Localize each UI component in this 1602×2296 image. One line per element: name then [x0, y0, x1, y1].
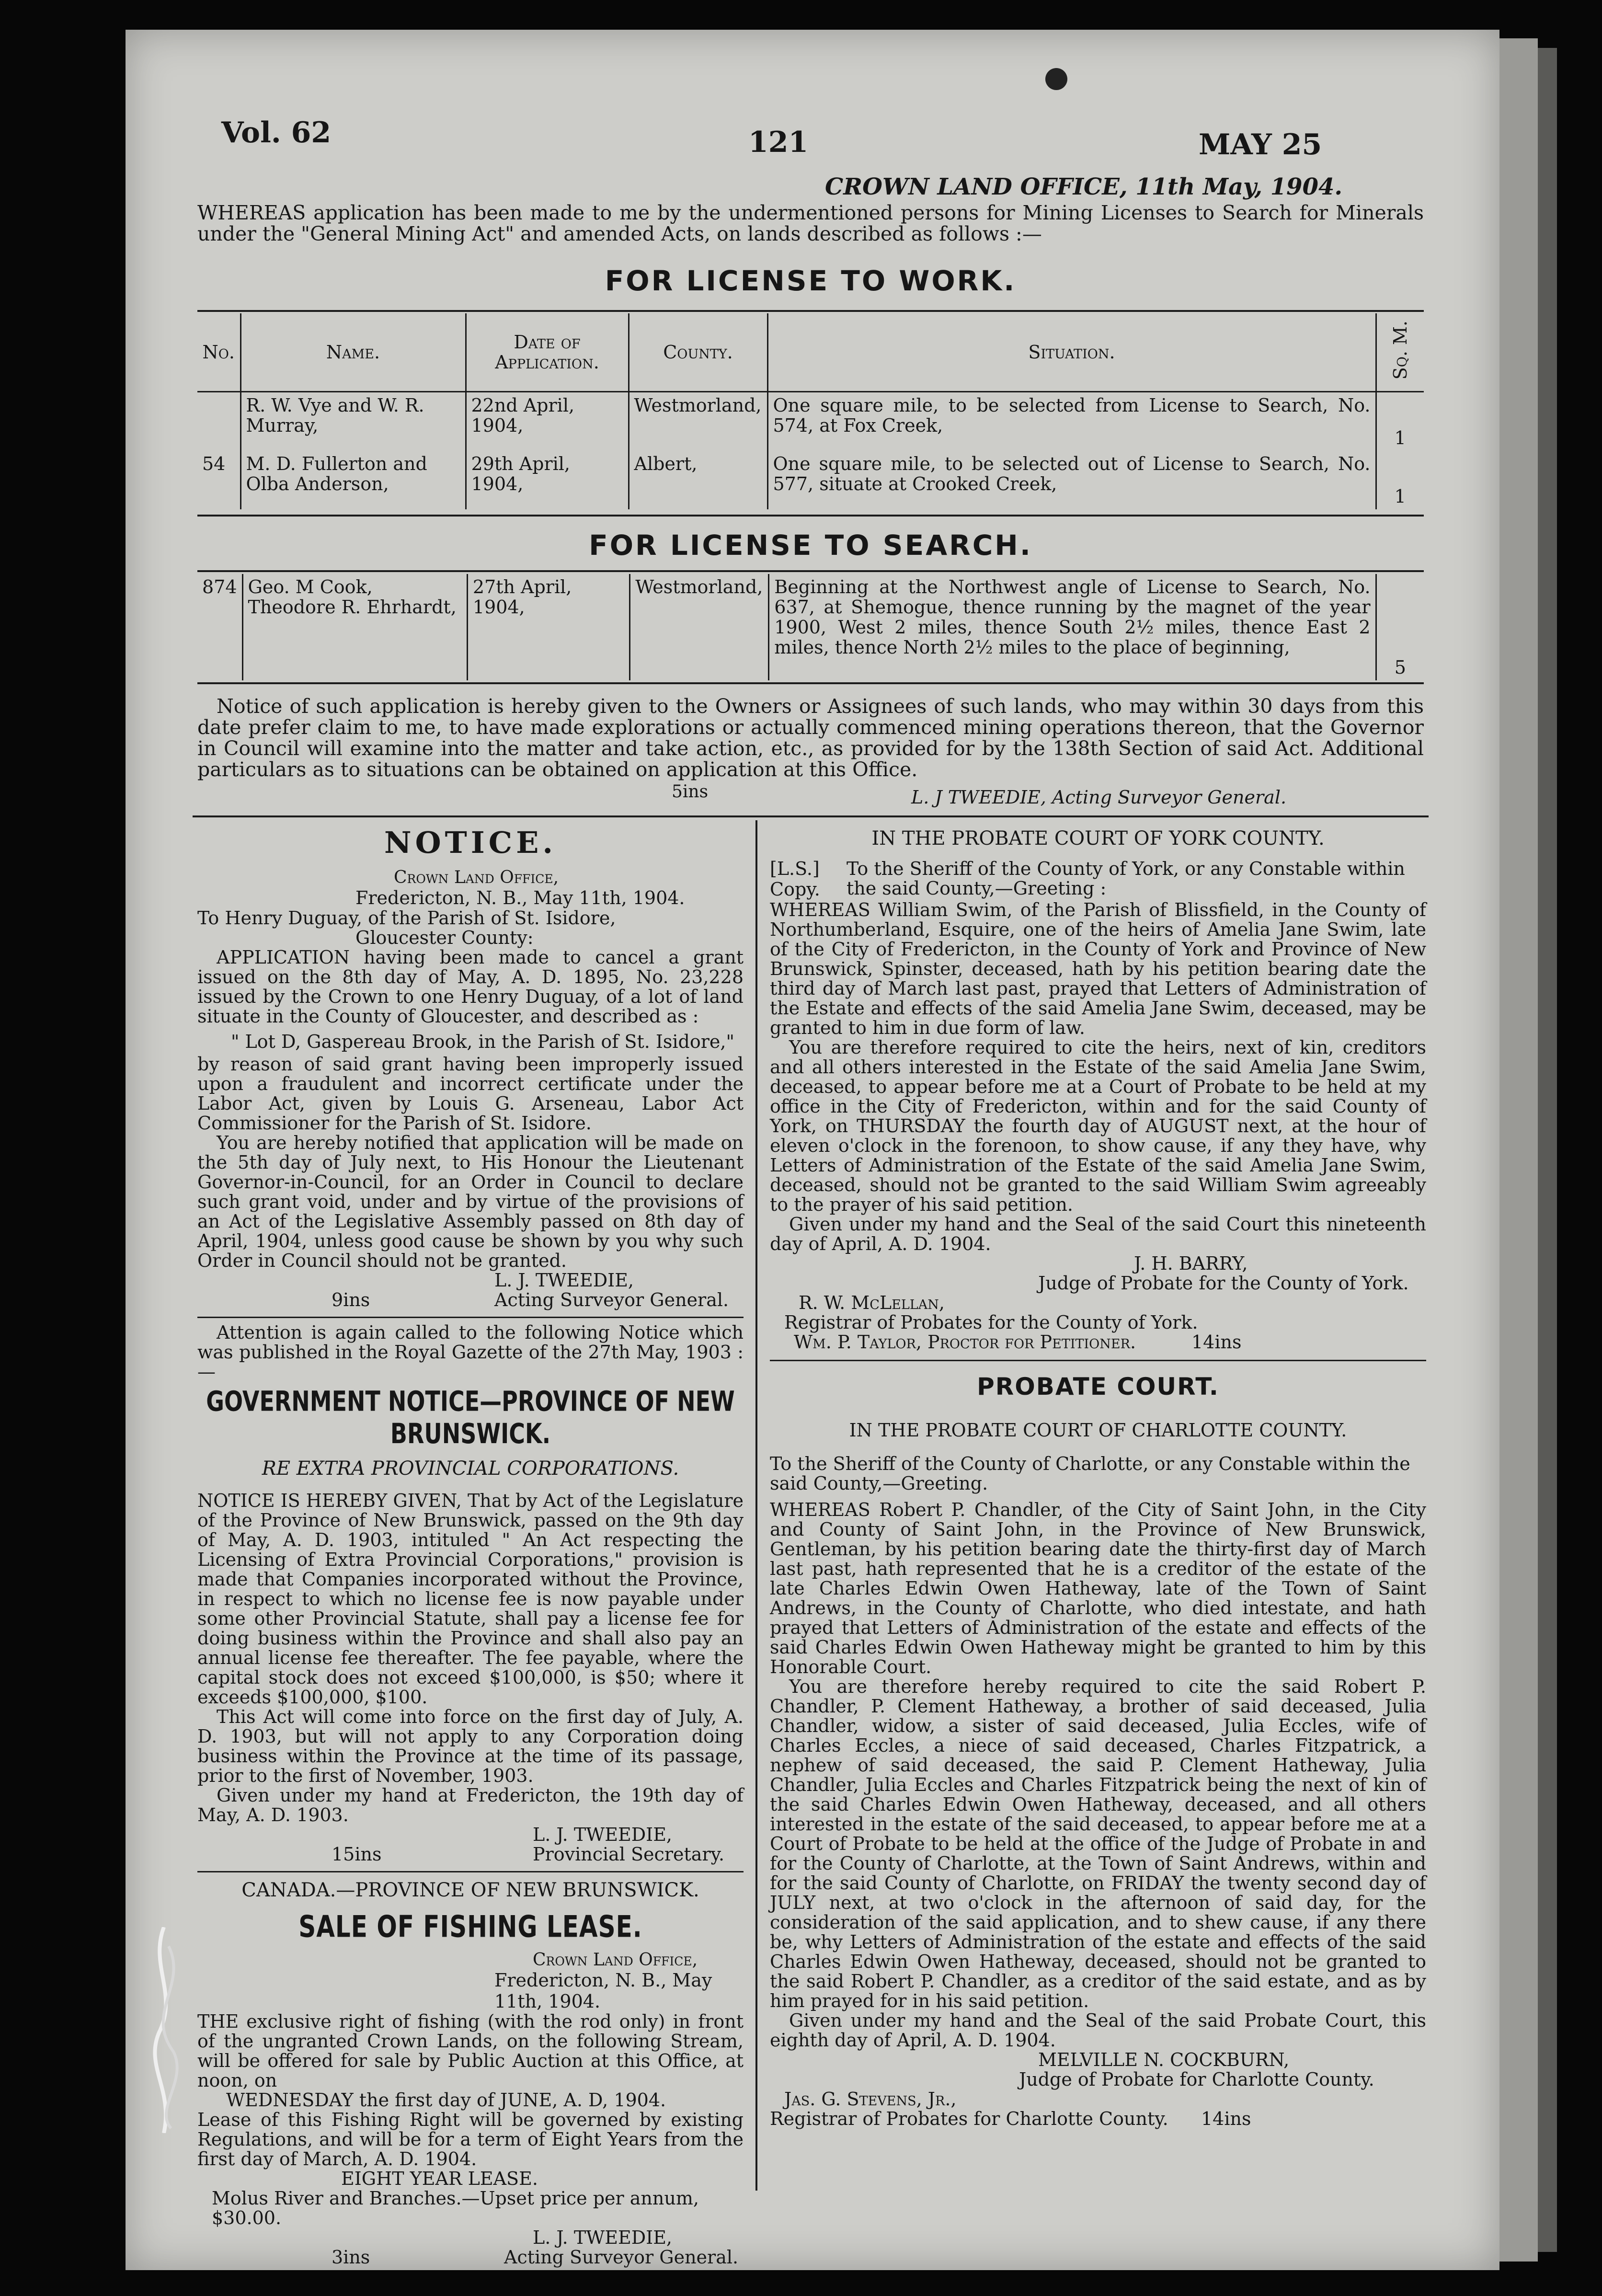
notice-paragraph: by reason of said grant having been improperly issued upon a fraudulent and incorrect certificate under the Labor Act, given by Louis G. Arseneau, Labor Act Commissioner for the Parish of St. Isidore.	[197, 1054, 744, 1134]
york-judge-title: Judge of Probate for the County of York.	[1038, 1273, 1409, 1294]
cell-no: 874	[202, 576, 237, 597]
table-top-rule	[197, 570, 1424, 572]
crown-land-intro: WHEREAS application has been made to me by the undermentioned persons for Mining Licenses to Search for Minerals under the "General Mining Act" and amended Acts, on lands described as follows :—	[197, 201, 1424, 245]
column-header: Date of Application.	[466, 313, 629, 392]
notice-to-line: To Henry Duguay, of the Parish of St. Isidore,	[197, 907, 616, 929]
york-registrar-title: Registrar of Probates for the County of York.	[784, 1312, 1198, 1333]
seal-copy-mark: Copy.	[770, 879, 820, 900]
york-judge-name: J. H. BARRY,	[1134, 1253, 1248, 1274]
issue-date: MAY 25	[1199, 128, 1322, 161]
charlotte-court-subtitle: IN THE PROBATE COURT OF CHARLOTTE COUNTY.	[849, 1420, 1347, 1441]
adjacent-page-edge-shadow	[1538, 48, 1557, 2252]
cell-sqm: 1	[1376, 451, 1424, 509]
cell-situation: One square mile, to be selected out of License to Search, No. 577, situate at Crooked Creek,	[767, 451, 1376, 509]
table-header-row	[197, 313, 1424, 392]
license-to-search-title: FOR LICENSE TO SEARCH.	[589, 529, 1032, 562]
cell-no: 54	[202, 453, 226, 474]
fishing-auction-day: WEDNESDAY the first day of JUNE, A. D, 1904.	[226, 2089, 666, 2111]
fishing-dateline: Fredericton, N. B., May 11th, 1904.	[494, 1970, 712, 2012]
license-to-work-table	[197, 313, 1424, 509]
notice-rule	[770, 1360, 1426, 1361]
charlotte-judge-title: Judge of Probate for Charlotte County.	[1019, 2069, 1374, 2090]
notice-dateline: Fredericton, N. B., May 11th, 1904.	[355, 887, 685, 908]
york-proctor: Wm. P. Taylor, Proctor for Petitioner.	[794, 1332, 1136, 1353]
notice-paragraph: You are hereby notified that application will be made on the 5th day of July next, to His Honour the Lieutenant Governor-in-Council, for an Order in Council to declare such grant void, under and by virtue of the provisions of an Act of the Legislative Assembly passed on 8th day of April, 1904, unless good cause be shown by you why such Order in Council should not be granted.	[197, 1132, 744, 1271]
charlotte-paragraph: You are therefore hereby required to cite the said Robert P. Chandler, P. Clement Hatheway, a brother of said deceased, Julia Chandler, widow, a sister of said deceased, Julia Eccles, wife of Charles Eccles, a niece of said deceased, Charles Fitzpatrick, a nephew of said deceased, the said P. Clement Hatheway, Julia Chandler, Julia Eccles and Charles Fitzpatrick being the next of kin of the said Charles Edwin Owen Hatheway, deceased, and all others interested in the estate of the said deceased, to appear before me at a Court of Probate to be held at the office of the Judge of Probate in and for the County of Charlotte, at the Town of Saint Andrews, within and for the said County of Charlotte, on FRIDAY the twenty second day of JULY next, at two o'clock in the afternoon of said day, for the consideration of the said application, and to shew cause, if any there be, why Letters of Administration of the estate and effects of the said Charles Edwin Owen Hatheway, deceased, should not be granted to the said Robert P. Chandler, as a creditor of the said estate, and as by him prayed for in his said petition.	[770, 1676, 1426, 2011]
adjacent-page-edge	[1499, 38, 1538, 2262]
table-bottom-rule	[197, 515, 1424, 517]
fishing-paragraph: THE exclusive right of fishing (with the rod only) in front of the ungranted Crown Lands, on the following Stream, will be offered for sale by Public Auction at this Office, at noon, on	[197, 2011, 744, 2091]
cell-name: R. W. Vye and W. R. Murray,	[240, 392, 466, 451]
cell-no	[197, 392, 240, 451]
cell-situation: Beginning at the Northwest angle of License to Search, No. 637, at Shemogue, thence running by the magnet of the year 1900, West 2 miles, thence South 2½ miles, thence East 2 miles, thence North 2½ miles to the place of beginning,	[769, 574, 1376, 680]
seal-mark: [L.S.]	[770, 858, 820, 879]
notice-to-county: Gloucester County:	[355, 927, 534, 948]
notice-office: Crown Land Office,	[394, 868, 559, 887]
license-to-work-title: FOR LICENSE TO WORK.	[605, 264, 1017, 297]
owners-notice-signature: L. J TWEEDIE, Acting Surveyor General.	[911, 787, 1287, 808]
column-divider	[755, 820, 757, 2191]
government-notice-signature-title: Provincial Secretary.	[533, 1844, 725, 1865]
crown-land-dateline: CROWN LAND OFFICE, 11th May, 1904.	[825, 173, 1343, 200]
insertion-count: 5ins	[672, 782, 709, 802]
insertion-count: 14ins	[1191, 1332, 1242, 1353]
government-notice-subtitle: RE EXTRA PROVINCIAL CORPORATIONS.	[262, 1458, 679, 1480]
cell-date: 29th April, 1904,	[466, 451, 629, 509]
notice-rule	[197, 1871, 744, 1872]
volume-number: Vol. 62	[221, 116, 332, 149]
government-notice-paragraph: This Act will come into force on the first day of July, A. D. 1903, but will not apply to any Corporation doing business within the Province at the time of its passage, prior to the first of November, 1903.	[197, 1706, 744, 1786]
cell-sqm: 1	[1376, 392, 1424, 451]
insertion-count: 15ins	[332, 1844, 382, 1865]
column-header: County.	[629, 313, 767, 392]
notice-paragraph: APPLICATION having been made to cancel a grant issued on the 8th day of May, A. D. 1895, No. 23,228 issued by the Crown to one Henry Duguay, of a lot of land situate in the County of Gloucester, and described as :	[197, 947, 744, 1027]
york-paragraph: Given under my hand and the Seal of the said Court this nineteenth day of April, A. D. 1904.	[770, 1214, 1426, 1254]
fishing-paragraph: Lease of this Fishing Right will be governed by existing Regulations, and will be for a term of Eight Years from the first day of March, A. D. 1904.	[197, 2109, 744, 2170]
york-paragraph: You are therefore required to cite the heirs, next of kin, creditors and all others interested in the Estate of the said Amelia Jane Swim, deceased, to appear before me at a Court of Probate to be held at my office in the City of Fredericton, within and for the said County of York, on THURSDAY the fourth day of AUGUST next, at the hour of eleven o'clock in the forenoon, to show cause, if any they have, why Letters of Administration of the Estate of the said Amelia Jane Swim, deceased, should not be granted to the said William Swim agreeably to the prayer of his said petition.	[770, 1037, 1426, 1215]
cell-sqm: 5	[1376, 574, 1424, 680]
section-rule	[193, 815, 1429, 817]
owners-notice-text: Notice of such application is hereby given to the Owners or Assignees of such lands, who may within 30 days from this date prefer claim to me, to have made explorations or actually commenced mining operations thereon, that the Governor in Council will examine into the matter and take action, etc., as provided for by the 138th Section of said Act. Additional particulars as to situations can be obtained on application at this Office.	[197, 695, 1424, 781]
cell-county: Westmorland,	[630, 574, 769, 680]
right-column	[770, 827, 1426, 2129]
charlotte-paragraph: Given under my hand and the Seal of the said Probate Court, this eighth day of April, A. D. 1904.	[770, 2010, 1426, 2051]
notice-signature-name: L. J. TWEEDIE,	[494, 1270, 634, 1291]
cell-name: Geo. M Cook, Theodore R. Ehrhardt,	[242, 574, 467, 680]
column-header: No.	[197, 313, 240, 392]
government-notice-paragraph: Given under my hand at Fredericton, the 19th day of May, A. D. 1903.	[197, 1785, 744, 1825]
insertion-count: 3ins	[332, 2247, 370, 2268]
cell-date: 27th April, 1904,	[467, 574, 629, 680]
york-court-title: IN THE PROBATE COURT OF YORK COUNTY.	[871, 827, 1325, 850]
charlotte-judge-name: MELVILLE N. COCKBURN,	[1038, 2049, 1290, 2070]
fishing-office: Crown Land Office,	[533, 1950, 698, 1970]
fishing-river: Molus River and Branches.—Upset price per annum, $30.00.	[212, 2188, 699, 2228]
charlotte-registrar-title: Registrar of Probates for Charlotte County.	[770, 2108, 1168, 2129]
cell-situation: One square mile, to be selected from License to Search, No. 574, at Fox Creek,	[767, 392, 1376, 451]
binding-string-icon	[130, 1927, 197, 2133]
fishing-signature-name: L. J. TWEEDIE,	[533, 2227, 673, 2248]
cell-county: Westmorland,	[629, 392, 767, 451]
insertion-count: 14ins	[1201, 2108, 1251, 2129]
notice-rule	[197, 1317, 744, 1318]
table-row	[197, 392, 1424, 451]
cell-date: 22nd April, 1904,	[466, 392, 629, 451]
government-notice-signature-name: L. J. TWEEDIE,	[533, 1824, 673, 1845]
notice-title: NOTICE.	[384, 825, 557, 860]
probate-court-title: PROBATE COURT.	[977, 1373, 1219, 1401]
punch-hole-mark	[1045, 68, 1067, 90]
column-header: Name.	[240, 313, 466, 392]
cell-name: M. D. Fullerton and Olba Anderson,	[240, 451, 466, 509]
york-paragraph: WHEREAS William Swim, of the Parish of Blissfield, in the County of Northumberland, Esquire, one of the heirs of Amelia Jane Swim, late of the City of Fredericton, in the County of York and Province of New Brunswick, Spinster, deceased, hath by his petition bearing date the third day of March last past, prayed that Letters of Administration of the Estate and effects of the said Amelia Jane Swim, deceased, may be granted to him in due form of law.	[770, 899, 1426, 1038]
fishing-lease-title: SALE OF FISHING LEASE.	[298, 1909, 642, 1944]
york-to-sheriff: To the Sheriff of the County of York, or any Constable within the said County,—Greeting :	[847, 858, 1405, 899]
left-column	[197, 825, 744, 2267]
column-header: Situation.	[767, 313, 1376, 392]
table-row	[197, 574, 1424, 680]
charlotte-to-sheriff: To the Sheriff of the County of Charlotte, or any Constable within the said County,—Greeting.	[770, 1453, 1410, 1494]
table-top-rule	[197, 310, 1424, 312]
government-notice-paragraph: NOTICE IS HEREBY GIVEN, That by Act of the Legislature of the Province of New Brunswick, passed on the 9th day of May, A. D. 1903, intituled " An Act respecting the Licensing of Extra Provincial Corporations," provision is made that Companies incorporated without the Province, in respect to which no license fee is now payable under some other Provincial Statute, shall pay a license fee for doing business within the Province and shall also pay an annual license fee thereafter. The fee payable, where the capital stock does not exceed $100,000, is $50; where it exceeds $100,000, $100.	[197, 1490, 744, 1708]
fishing-province-line: CANADA.—PROVINCE OF NEW BRUNSWICK.	[241, 1879, 699, 1901]
government-notice-title: GOVERNMENT NOTICE—PROVINCE OF NEW BRUNSWICK.	[206, 1385, 735, 1450]
insertion-count: 9ins	[332, 1289, 370, 1310]
attention-text: Attention is again called to the following Notice which was published in the Royal Gazette of the 27th May, 1903 :—	[197, 1322, 744, 1382]
license-to-search-table	[197, 574, 1424, 680]
notice-signature-title: Acting Surveyor General.	[494, 1289, 729, 1310]
fishing-signature-title: Acting Surveyor General.	[504, 2247, 739, 2268]
cell-county: Albert,	[629, 451, 767, 509]
table-row	[197, 451, 1424, 509]
table-bottom-rule	[197, 682, 1424, 684]
york-registrar-name: R. W. McLellan,	[799, 1292, 945, 1313]
column-header: Sq. M.	[1389, 321, 1411, 380]
notice-quote: " Lot D, Gaspereau Brook, in the Parish of St. Isidore,"	[231, 1031, 734, 1052]
fishing-lease-term: EIGHT YEAR LEASE.	[341, 2168, 538, 2189]
page-number: 121	[748, 126, 809, 159]
charlotte-paragraph: WHEREAS Robert P. Chandler, of the City of Saint John, in the City and County of Saint John, in the Province of New Brunswick, Gentleman, by his petition bearing date the thirty-first day of March last past, hath represented that he is a creditor of the estate of the late Charles Edwin Owen Hatheway, late of the Town of Saint Andrews, in the County of Charlotte, who died intestate, and hath prayed that Letters of Administration of the estate and effects of the said Charles Edwin Owen Hatheway might be granted to him by this Honorable Court.	[770, 1499, 1426, 1677]
charlotte-registrar-name: Jas. G. Stevens, Jr.,	[784, 2089, 957, 2110]
newspaper-page	[126, 30, 1499, 2270]
